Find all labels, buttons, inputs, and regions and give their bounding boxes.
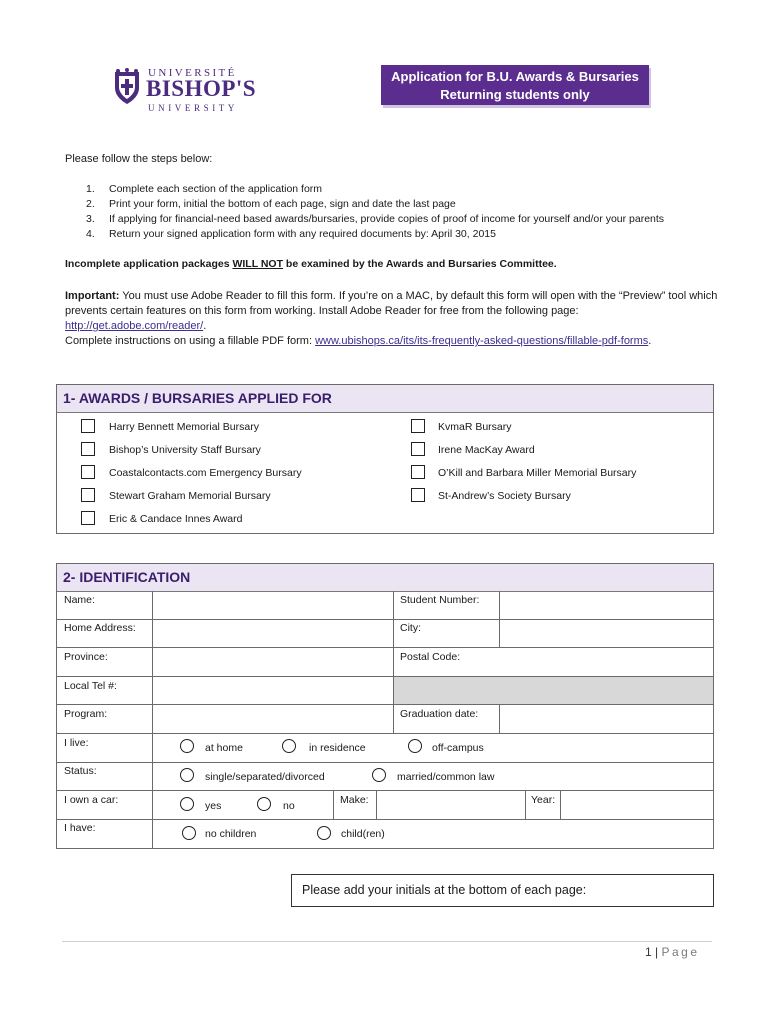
local-tel-label: Local Tel #: [64, 680, 117, 692]
status-label: Status: [64, 765, 97, 777]
radio-at-home[interactable] [180, 739, 194, 753]
single-label: single/separated/divorced [205, 771, 325, 783]
footer-divider [62, 941, 712, 942]
local-tel-input[interactable] [153, 677, 393, 704]
award-checkbox[interactable] [81, 419, 95, 433]
car-year-input[interactable] [561, 791, 713, 819]
program-input[interactable] [153, 705, 393, 733]
car-no-label: no [283, 800, 295, 812]
postal-code-input[interactable] [500, 648, 713, 676]
city-label: City: [400, 622, 421, 634]
award-label: Coastalcontacts.com Emergency Bursary [109, 467, 302, 479]
page-number: 1 | Page [645, 945, 700, 959]
form-subtitle: Returning students only [440, 87, 590, 102]
student-number-label: Student Number: [400, 594, 480, 606]
radio-car-yes[interactable] [180, 797, 194, 811]
col-divider [525, 790, 526, 819]
step-item: 3. If applying for financial-need based awards/bursaries, provide copies of proof of income for yourself and/or your parents [86, 213, 665, 225]
radio-no-children[interactable] [182, 826, 196, 840]
i-live-label: I live: [64, 737, 89, 749]
adobe-reader-link[interactable]: http://get.adobe.com/reader/ [65, 320, 204, 332]
make-label: Make: [340, 794, 369, 806]
award-checkbox[interactable] [81, 511, 95, 525]
university-crest-icon [112, 68, 142, 106]
radio-in-residence[interactable] [282, 739, 296, 753]
award-label: St-Andrew’s Society Bursary [438, 490, 571, 502]
step-item: 1. Complete each section of the application form [86, 183, 323, 195]
award-label: Eric & Candace Innes Award [109, 513, 243, 525]
children-label: child(ren) [341, 828, 385, 840]
award-checkbox[interactable] [411, 419, 425, 433]
award-label: Stewart Graham Memorial Bursary [109, 490, 271, 502]
award-label: Harry Bennett Memorial Bursary [109, 421, 259, 433]
program-label: Program: [64, 708, 108, 720]
steps-intro: Please follow the steps below: [65, 153, 213, 165]
award-checkbox[interactable] [81, 488, 95, 502]
step-item: 4. Return your signed application form with any required documents by: April 30, 2015 [86, 228, 496, 240]
radio-children[interactable] [317, 826, 331, 840]
radio-off-campus[interactable] [408, 739, 422, 753]
home-address-input[interactable] [153, 620, 393, 647]
city-input[interactable] [500, 620, 713, 647]
year-label: Year: [531, 794, 556, 806]
row-divider [56, 733, 714, 734]
no-children-label: no children [205, 828, 257, 840]
award-label: Irene MacKay Award [438, 444, 535, 456]
graduation-date-input[interactable] [500, 705, 713, 733]
postal-code-label: Postal Code: [400, 651, 461, 663]
col-divider [152, 733, 153, 848]
fillable-pdf-instructions-link[interactable]: www.ubishops.ca/its/its-frequently-asked-questions/fillable-pdf-forms [315, 335, 649, 347]
identification-section-heading: 2- IDENTIFICATION [57, 564, 713, 592]
incomplete-warning: Incomplete application packages WILL NOT be examined by the Awards and Bursaries Committee. [65, 258, 557, 270]
radio-car-no[interactable] [257, 797, 271, 811]
name-label: Name: [64, 594, 95, 606]
row-divider [56, 819, 714, 820]
form-title-box [381, 65, 649, 105]
award-checkbox[interactable] [411, 465, 425, 479]
at-home-label: at home [205, 742, 243, 754]
row-divider [56, 762, 714, 763]
col-divider [333, 790, 334, 819]
province-label: Province: [64, 651, 108, 663]
logo-text-bottom: UNIVERSITY [148, 103, 238, 113]
logo-text-top: UNIVERSITÉ [148, 67, 237, 79]
car-make-input[interactable] [377, 791, 525, 819]
in-residence-label: in residence [309, 742, 366, 754]
award-label: Bishop’s University Staff Bursary [109, 444, 261, 456]
married-label: married/common law [397, 771, 495, 783]
graduation-date-label: Graduation date: [400, 708, 479, 720]
province-input[interactable] [153, 648, 393, 676]
initials-box: Please add your initials at the bottom of each page: [291, 874, 714, 907]
award-checkbox[interactable] [81, 465, 95, 479]
radio-single[interactable] [180, 768, 194, 782]
award-checkbox[interactable] [81, 442, 95, 456]
student-number-input[interactable] [500, 592, 713, 619]
car-yes-label: yes [205, 800, 222, 812]
i-have-label: I have: [64, 822, 96, 834]
shaded-cell [394, 677, 713, 704]
form-title: Application for B.U. Awards & Bursaries [391, 69, 639, 84]
home-address-label: Home Address: [64, 622, 136, 634]
steps-list [86, 182, 664, 242]
awards-section-heading: 1- AWARDS / BURSARIES APPLIED FOR [57, 385, 713, 413]
awards-section [56, 384, 714, 534]
award-checkbox[interactable] [411, 488, 425, 502]
step-item: 2. Print your form, initial the bottom of each page, sign and date the last page [86, 198, 456, 210]
important-note: Important: You must use Adobe Reader to fill this form. If you’re on a MAC, by default this form will open with the “Preview” tool which prevents certain features on this form from working. Install Adobe Reader for free from the following page: http://get.adobe.com/reader/. Complete instructions on using a fillable PDF form: www.ubishops.ca/its/its-frequently-asked-questions/fillable-pdf-forms. [65, 290, 718, 347]
off-campus-label: off-campus [432, 742, 484, 754]
award-label: KvmaR Bursary [438, 421, 512, 433]
col-divider [393, 591, 394, 733]
own-car-label: I own a car: [64, 794, 119, 806]
award-checkbox[interactable] [411, 442, 425, 456]
logo-text-main: BISHOP'S [146, 76, 257, 101]
radio-married[interactable] [372, 768, 386, 782]
name-input[interactable] [153, 592, 393, 619]
award-label: O’Kill and Barbara Miller Memorial Bursary [438, 467, 637, 479]
